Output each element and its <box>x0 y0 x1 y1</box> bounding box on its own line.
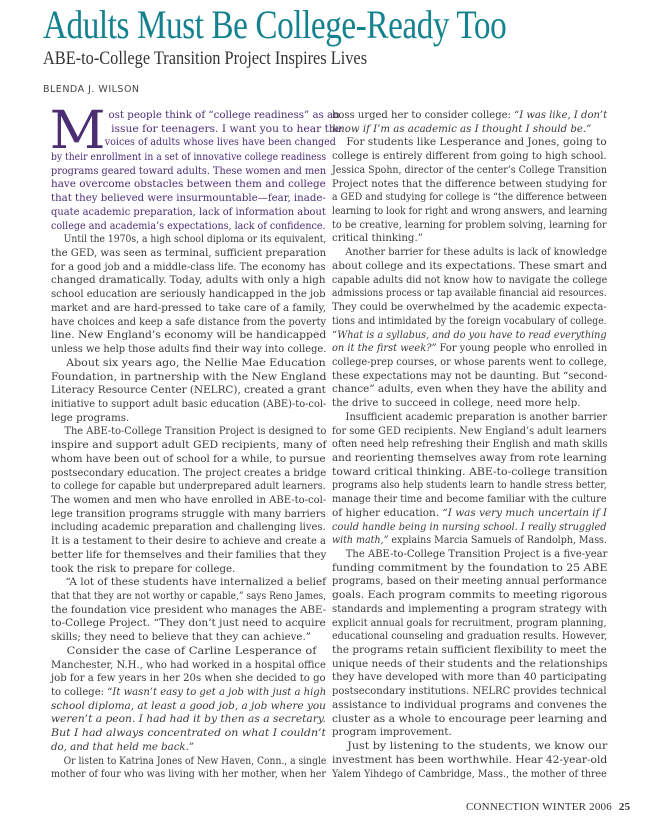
paragraph <box>51 576 326 645</box>
text-line: to-College Project. “They don’t just need to acquire <box>51 618 326 630</box>
text-line: college is entirely different from going to high school. <box>332 151 607 163</box>
text-line: to college for capable but underprepared adult learners. <box>51 481 326 493</box>
text-line: a GED and studying for college is “the difference between <box>332 192 607 204</box>
paragraph <box>332 109 607 136</box>
text-line: Yalem Yihdego of Cambridge, Mass., the mother of three <box>332 768 607 780</box>
text-line: Or listen to Katrina Jones of New Haven, Conn., a single <box>63 755 327 767</box>
quote-text: on it the first week?” <box>332 343 437 355</box>
text-line: often need help refreshing their English and math skills <box>332 439 608 451</box>
text-line: Insufficient academic preparation is another barrier <box>345 411 608 423</box>
quote-text: with math,” <box>332 535 389 547</box>
text-line: toward critical thinking. ABE-to-college transition <box>332 466 608 478</box>
text-line: these expectations may not be daunting. But “second- <box>332 370 608 382</box>
text-line: took the risk to prepare for college. <box>51 563 236 575</box>
text-line: programs also help students learn to handle stress better, <box>332 480 607 492</box>
text-line: Until the 1970s, a high school diploma or its equivalent, <box>63 234 327 246</box>
text-line: manage their time and become familiar with the culture <box>332 494 607 506</box>
text-line: Consider the case of Carline Lesperance of <box>66 645 317 657</box>
text-run: explains Marcia Samuels of Randolph, Mass. <box>388 535 607 547</box>
text-line: changed dramatically. Today, adults with only a high <box>51 275 326 287</box>
text-line: market and are hard-pressed to take care of a family, <box>51 302 326 314</box>
text-line: college-prep courses, or whose parents went to college, <box>332 356 607 368</box>
text-line: about college and its expectations. These smart and <box>332 260 608 272</box>
text-line: they have developed with more than 40 participating <box>332 672 607 684</box>
text-line: standards and implementing a program strategy with <box>332 603 608 615</box>
text-line: Literacy Resource Center (NELRC), created a grant <box>51 385 326 397</box>
page-footer <box>466 801 630 813</box>
paragraph <box>332 136 607 246</box>
text-line: It is a testament to their desire to achieve and create a <box>51 536 326 548</box>
text-line: quate academic preparation, lack of information about <box>51 206 326 218</box>
text-line: have choices and keep a safe distance from the poverty <box>51 316 327 328</box>
text-line <box>51 686 326 700</box>
paragraph <box>332 740 607 781</box>
text-line <box>332 534 607 548</box>
quote-text: “I was like, I don’t <box>514 110 608 121</box>
text-run: For young people who enrolled in <box>436 343 608 355</box>
text-line: admissions process or tap available financial aid resources. <box>332 288 607 300</box>
text-line: the programs retain sufficient flexibility to meet the <box>332 645 607 657</box>
text-line: chance” adults, even when they have the ability and <box>332 384 607 396</box>
text-line: the drive to succeed in college, need more help. <box>332 398 581 410</box>
paragraph <box>51 425 326 576</box>
text-run: to college: <box>51 687 108 699</box>
text-line: job for a few years in her 20s when she decided to go <box>51 673 326 685</box>
paragraph <box>51 645 326 755</box>
text-line <box>332 109 607 123</box>
text-line: mother of four who was living with her mother, when her <box>51 769 326 781</box>
text-line: that they believed were insurmountable—fear, inade- <box>51 193 326 205</box>
text-line: voices of adults whose lives have been changed <box>104 137 336 149</box>
text-line: initiative to support adult basic education (ABE)-to-col- <box>51 398 327 410</box>
text-line: for a good job and a middle-class life. The economy has <box>51 261 326 273</box>
text-line: for some GED recipients. New England’s adult learners <box>332 425 607 437</box>
paragraph <box>332 246 607 411</box>
text-line: including academic preparation and challenging lives. <box>51 522 326 534</box>
quote-line: But I had always concentrated on what I couldn’t <box>51 728 326 740</box>
text-line: Foundation, in partnership with the New England <box>51 371 327 383</box>
text-line: tions and intimidated by the foreign vocabulary of college. <box>332 315 607 327</box>
text-line: educational counseling and graduation results. However, <box>332 631 608 643</box>
paragraph <box>332 411 607 548</box>
text-line: Manchester, N.H., who had worked in a hospital office <box>51 659 326 671</box>
quote-text: “It wasn’t easy to get a job with just a high <box>107 687 327 699</box>
text-line: that that they are not worthy or capable,” says Reno James, <box>51 591 327 602</box>
text-line: investment has been worthwhile. Hear 42-year-old <box>332 754 608 766</box>
text-line: programs geared toward adults. These women and men <box>51 165 327 177</box>
text-line: the foundation vice president who manages the ABE- <box>51 604 327 616</box>
text-line: goals. Each program commits to meeting rigorous <box>332 590 608 602</box>
text-line: assistance to individual programs and convenes the <box>332 699 607 711</box>
text-line: About six years ago, the Nellie Mae Education <box>66 357 326 369</box>
right-column <box>332 109 607 781</box>
quote-line: do, and that held me back.” <box>51 741 195 753</box>
article-subtitle: ABE-to-College Transition Project Inspires Lives <box>43 48 368 69</box>
text-line: postsecondary institutions. NELRC provides technical <box>332 686 607 698</box>
text-line: lege transition programs struggle with many barriers <box>51 508 326 520</box>
text-line: the GED, was seen as terminal, sufficient preparation <box>51 248 327 260</box>
text-line: critical thinking.” <box>332 233 423 245</box>
text-line: better life for themselves and their families that they <box>51 549 327 561</box>
text-line: postsecondary education. The project creates a bridge <box>51 467 327 479</box>
text-line: college and academia’s expectations, lack of confidence. <box>51 220 326 232</box>
quote-line: know if I’m as academic as I thought I should be.” <box>332 123 592 135</box>
paragraph <box>51 357 326 426</box>
text-line: unless we help those adults find their way into college. <box>51 344 327 356</box>
text-line: Jessica Spohn, director of the center’s College Transition <box>332 164 607 176</box>
text-run: boss urged her to consider college: <box>332 110 515 121</box>
text-line: The women and men who have enrolled in ABE-to-col- <box>51 494 327 506</box>
text-line: Another barrier for these adults is lack of knowledge <box>345 247 608 259</box>
text-line: programs, based on their meeting annual performance <box>332 576 607 588</box>
paragraph <box>51 755 326 782</box>
text-line: issue for teenagers. I want you to hear the <box>111 123 343 135</box>
page-number: 25 <box>618 801 631 813</box>
text-line: The ABE-to-College Transition Project is designed to <box>64 426 327 438</box>
text-line: learning to look for right and wrong answers, and learning <box>332 206 608 218</box>
quote-line: “What is a syllabus, and do you have to read everything <box>332 329 607 341</box>
quote-text: “I was very much uncertain if I <box>442 507 607 519</box>
publication-name: CONNECTION WINTER 2006 <box>466 801 612 813</box>
text-line: ost people think of “college readiness” as an <box>108 110 340 121</box>
text-run: of higher education. <box>332 507 443 519</box>
text-line: inspire and support adult GED recipients, many of <box>51 440 327 452</box>
text-line: capable adults did not know how to navigate the college <box>332 274 608 286</box>
paragraph <box>51 233 326 356</box>
text-line: Just by listening to the students, we know our <box>347 741 608 753</box>
text-line: have overcome obstacles between them and college <box>51 179 326 191</box>
article-title: Adults Must Be College-Ready Too <box>43 2 507 47</box>
text-line: The ABE-to-College Transition Project is a five-year <box>345 549 608 560</box>
quote-line: weren’t a peon. I had had it by then as a secretary. <box>51 714 326 726</box>
text-line: lege programs. <box>51 412 130 424</box>
quote-line: school diploma, at least a good job, a job where you <box>51 700 326 712</box>
intro-paragraph <box>49 101 343 233</box>
left-column <box>49 101 343 782</box>
text-line: skills; they need to believe that they can achieve.” <box>51 632 311 644</box>
author-byline: BLENDA J. WILSON <box>43 84 140 95</box>
text-line: explicit annual goals for recruitment, program planning, <box>332 617 607 629</box>
paragraph <box>332 548 607 740</box>
text-line: For students like Lesperance and Jones, going to <box>346 137 607 149</box>
text-line: school education are seriously handicapped in the job <box>51 289 326 301</box>
text-line: to be creative, learning for problem solving, learning for <box>332 219 607 231</box>
text-line: funding commitment by the foundation to 25 ABE <box>332 562 608 574</box>
text-line: “A lot of these students have internalized a belief <box>65 577 327 589</box>
text-line: They could be overwhelmed by the academic expecta- <box>332 302 607 314</box>
drop-cap: M <box>49 101 106 161</box>
text-line: line. New England’s economy will be handicapped <box>51 330 327 342</box>
text-line: Project notes that the difference between studying for <box>332 178 607 190</box>
text-line: and reorienting themselves away from rote learning <box>332 452 607 464</box>
text-line: unique needs of their students and the relationships <box>332 658 608 670</box>
text-line: program improvement. <box>332 727 452 739</box>
text-line: by their enrollment in a set of innovative college readiness <box>51 152 327 163</box>
text-line: cluster as a whole to encourage peer learning and <box>332 713 608 725</box>
text-line: whom have been out of school for a while, to pursue <box>51 453 326 465</box>
quote-line: could handle being in nursing school. I really struggled <box>332 521 607 533</box>
text-line <box>332 507 607 521</box>
text-line <box>332 342 607 356</box>
